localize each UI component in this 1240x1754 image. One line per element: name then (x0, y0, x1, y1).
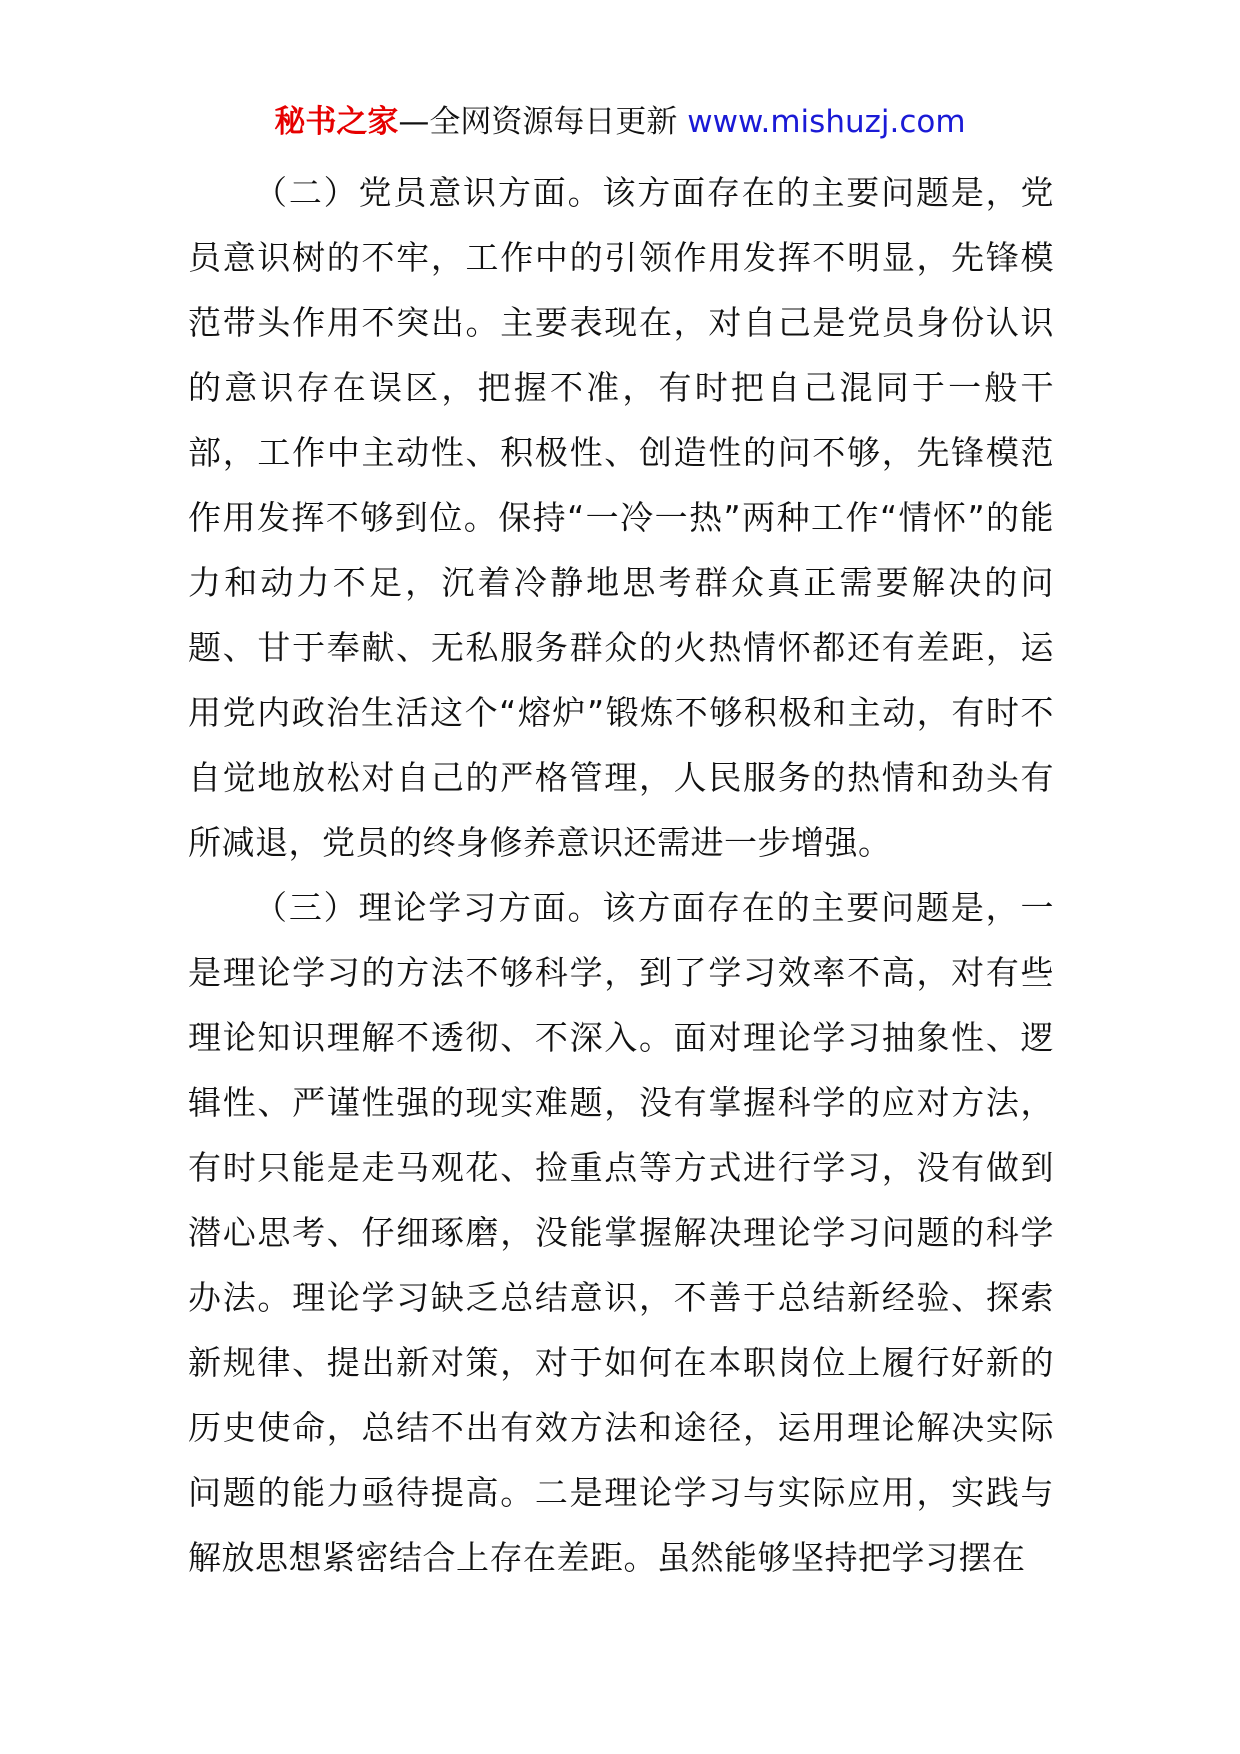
header-tagline: —全网资源每日更新 (398, 104, 688, 140)
paragraph-party-awareness: （二）党员意识方面。该方面存在的主要问题是，党员意识树的不牢，工作中的引领作用发挥不明显，先锋模范带头作用不突出。主要表现在，对自己是党员身份认识的意识存在误区，把握不准，有时把自己混同于一般干部，工作中主动性、积极性、创造性的问不够，先锋模范作用发挥不够到位。保持“一冷一热”两种工作“情怀”的能力和动力不足，沉着冷静地思考群众真正需要解决的问题、甘于奉献、无私服务群众的火热情怀都还有差距，运用党内政治生活这个“熔炉”锻炼不够积极和主动，有时不自觉地放松对自己的严格管理，人民服务的热情和劲头有所减退，党员的终身修养意识还需进一步增强。 (188, 173, 1054, 862)
document-body (188, 160, 1054, 1590)
site-url-link[interactable]: www.mishuzj.com (687, 104, 966, 140)
paragraph-theory-study: （三）理论学习方面。该方面存在的主要问题是，一是理论学习的方法不够科学，到了学习效率不高，对有些理论知识理解不透彻、不深入。面对理论学习抽象性、逻辑性、严谨性强的现实难题，没有掌握科学的应对方法，有时只能是走马观花、捡重点等方式进行学习，没有做到潜心思考、仔细琢磨，没能掌握解决理论学习问题的科学办法。理论学习缺乏总结意识，不善于总结新经验、探索新规律、提出新对策，对于如何在本职岗位上履行好新的历史使命，总结不出有效方法和途径，运用理论解决实际问题的能力亟待提高。二是理论学习与实际应用，实践与解放思想紧密结合上存在差距。虽然能够坚持把学习摆在 (188, 888, 1054, 1577)
brand-name: 秘书之家 (274, 104, 399, 140)
site-header (0, 100, 1240, 144)
